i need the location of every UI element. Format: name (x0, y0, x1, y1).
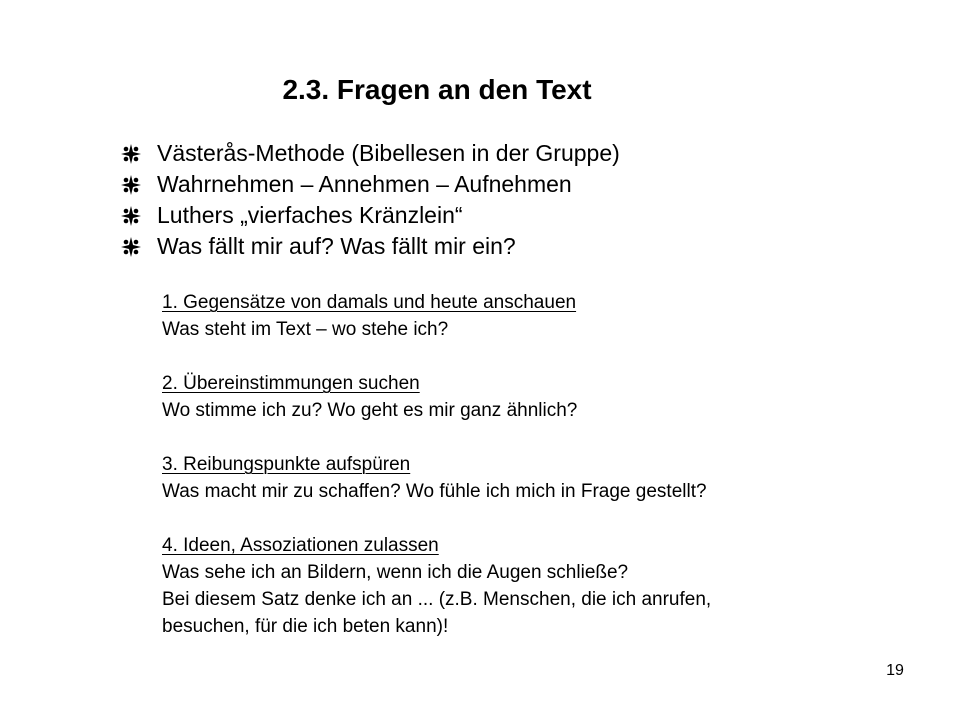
bullet-text: Wahrnehmen – Annehmen – Aufnehmen (157, 171, 572, 197)
step-text: Bei diesem Satz denke ich an ... (z.B. Menschen, die ich anrufen, (162, 589, 712, 610)
bullet-item (121, 231, 620, 262)
bullet-item (121, 138, 620, 169)
step-text: Wo stimme ich zu? Wo geht es mir ganz ähnlich? (162, 400, 578, 421)
step-heading: 4. Ideen, Assoziationen zulassen (162, 535, 439, 556)
bullet-item (121, 200, 620, 231)
step-3 (162, 451, 882, 505)
step-heading: 1. Gegensätze von damals und heute anschauen (162, 292, 577, 313)
page-number: 19 (886, 662, 904, 679)
step-1 (162, 289, 882, 343)
bullet-list (121, 138, 620, 262)
step-text: Was steht im Text – wo stehe ich? (162, 319, 449, 340)
bullet-text: Was fällt mir auf? Was fällt mir ein? (157, 233, 516, 259)
step-heading: 2. Übereinstimmungen suchen (162, 373, 420, 394)
bullet-item (121, 169, 620, 200)
step-heading: 3. Reibungspunkte aufspüren (162, 454, 411, 475)
diamond-bullet-icon (121, 206, 141, 226)
diamond-bullet-icon (121, 144, 141, 164)
diamond-bullet-icon (121, 175, 141, 195)
step-text: Was sehe ich an Bildern, wenn ich die Augen schließe? (162, 562, 629, 583)
step-2 (162, 370, 882, 424)
bullet-text: Västerås-Methode (Bibellesen in der Gruppe) (157, 140, 620, 166)
method-steps (162, 289, 882, 640)
step-text: Was macht mir zu schaffen? Wo fühle ich mich in Frage gestellt? (162, 481, 707, 502)
step-4 (162, 532, 882, 640)
diamond-bullet-icon (121, 237, 141, 257)
bullet-text: Luthers „vierfaches Kränzlein“ (157, 202, 463, 228)
slide-title: 2.3. Fragen an den Text (282, 74, 592, 105)
step-text: besuchen, für die ich beten kann)! (162, 616, 449, 637)
